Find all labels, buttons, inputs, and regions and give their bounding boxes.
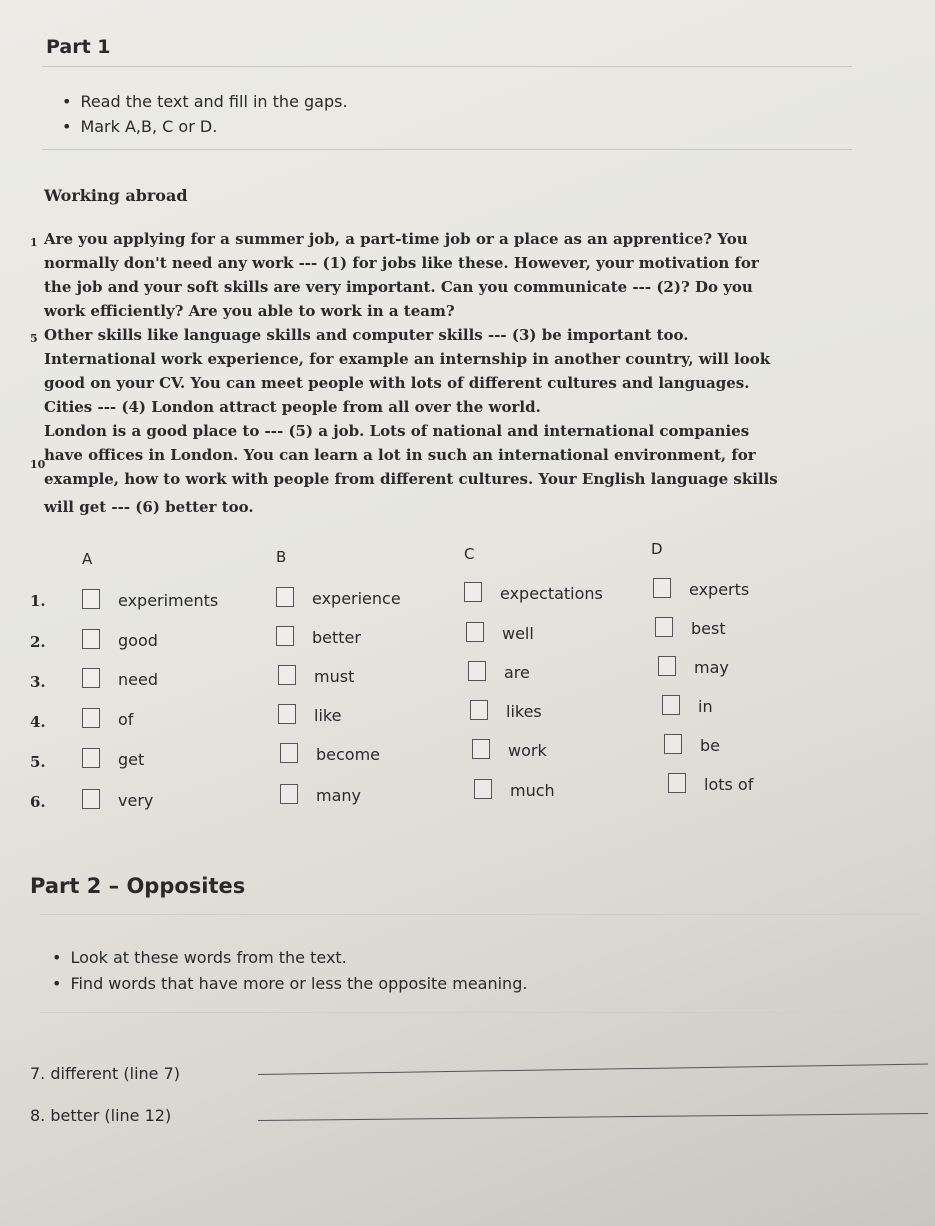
option-2b[interactable]: better bbox=[276, 626, 361, 647]
option-1b[interactable]: experience bbox=[276, 587, 401, 608]
instruction-item: • Find words that have more or less the opposite meaning. bbox=[52, 974, 527, 993]
checkbox[interactable] bbox=[82, 789, 100, 809]
checkbox[interactable] bbox=[470, 700, 488, 720]
passage-title: Working abroad bbox=[44, 186, 188, 205]
option-6a[interactable]: very bbox=[82, 789, 153, 810]
option-5c[interactable]: work bbox=[472, 739, 547, 760]
instruction-item: • Read the text and fill in the gaps. bbox=[62, 92, 348, 111]
checkbox[interactable] bbox=[82, 629, 100, 649]
question-number: 4. bbox=[30, 713, 46, 731]
passage-line: will get --- (6) better too. bbox=[44, 498, 254, 516]
question-number: 5. bbox=[30, 753, 46, 771]
question-8-label: 8. better (line 12) bbox=[30, 1106, 172, 1125]
option-6d[interactable]: lots of bbox=[668, 773, 753, 794]
passage-line: International work experience, for example an internship in another country, will look bbox=[44, 350, 771, 368]
passage-line: Cities --- (4) London attract people from all over the world. bbox=[44, 398, 541, 416]
question-number: 6. bbox=[30, 793, 46, 811]
checkbox[interactable] bbox=[82, 589, 100, 609]
checkbox[interactable] bbox=[474, 779, 492, 799]
option-3d[interactable]: may bbox=[658, 656, 729, 677]
checkbox[interactable] bbox=[278, 665, 296, 685]
column-header-a: A bbox=[82, 550, 93, 568]
divider bbox=[40, 1012, 920, 1013]
part2-title: Part 2 – Opposites bbox=[30, 874, 246, 898]
option-1c[interactable]: expectations bbox=[464, 582, 603, 603]
option-6c[interactable]: much bbox=[474, 779, 555, 800]
passage-line: work efficiently? Are you able to work in a team? bbox=[44, 302, 455, 320]
option-5b[interactable]: become bbox=[280, 743, 380, 764]
passage-line: the job and your soft skills are very important. Can you communicate --- (2)? Do you bbox=[44, 278, 753, 296]
option-6b[interactable]: many bbox=[280, 784, 361, 805]
checkbox[interactable] bbox=[466, 622, 484, 642]
question-number: 1. bbox=[30, 592, 46, 610]
option-1a[interactable]: experiments bbox=[82, 589, 218, 610]
answer-line-7[interactable] bbox=[258, 1063, 928, 1075]
option-4c[interactable]: likes bbox=[470, 700, 542, 721]
checkbox[interactable] bbox=[468, 661, 486, 681]
option-2d[interactable]: best bbox=[655, 617, 726, 638]
checkbox[interactable] bbox=[278, 704, 296, 724]
passage-line: normally don't need any work --- (1) for jobs like these. However, your motivation for bbox=[44, 254, 759, 272]
line-number: 5 bbox=[30, 332, 38, 345]
checkbox[interactable] bbox=[276, 626, 294, 646]
passage-line: London is a good place to --- (5) a job. Lots of national and international companies bbox=[44, 422, 750, 440]
option-1d[interactable]: experts bbox=[653, 578, 749, 599]
checkbox[interactable] bbox=[82, 668, 100, 688]
passage-line: good on your CV. You can meet people with lots of different cultures and languages. bbox=[44, 374, 750, 392]
question-7-label: 7. different (line 7) bbox=[30, 1064, 181, 1083]
checkbox[interactable] bbox=[280, 743, 298, 763]
checkbox[interactable] bbox=[653, 578, 671, 598]
checkbox[interactable] bbox=[82, 748, 100, 768]
column-header-d: D bbox=[651, 540, 663, 558]
instruction-item: • Look at these words from the text. bbox=[52, 948, 347, 967]
line-number: 1 bbox=[30, 236, 38, 249]
checkbox[interactable] bbox=[662, 695, 680, 715]
option-5a[interactable]: get bbox=[82, 748, 144, 769]
checkbox[interactable] bbox=[276, 587, 294, 607]
passage-line: Other skills like language skills and computer skills --- (3) be important too. bbox=[44, 326, 689, 344]
option-2a[interactable]: good bbox=[82, 629, 158, 650]
answer-line-8[interactable] bbox=[258, 1113, 928, 1121]
question-number: 3. bbox=[30, 673, 46, 691]
checkbox[interactable] bbox=[668, 773, 686, 793]
checkbox[interactable] bbox=[280, 784, 298, 804]
option-5d[interactable]: be bbox=[664, 734, 720, 755]
line-number: 10 bbox=[30, 458, 46, 471]
option-4b[interactable]: like bbox=[278, 704, 341, 725]
checkbox[interactable] bbox=[658, 656, 676, 676]
passage-line: Are you applying for a summer job, a part-time job or a place as an apprentice? You bbox=[44, 230, 748, 248]
checkbox[interactable] bbox=[655, 617, 673, 637]
checkbox[interactable] bbox=[82, 708, 100, 728]
option-3b[interactable]: must bbox=[278, 665, 354, 686]
column-header-c: C bbox=[464, 545, 475, 563]
question-number: 2. bbox=[30, 633, 46, 651]
option-3c[interactable]: are bbox=[468, 661, 530, 682]
part1-title: Part 1 bbox=[46, 36, 111, 58]
checkbox[interactable] bbox=[472, 739, 490, 759]
passage-line: example, how to work with people from different cultures. Your English language skills bbox=[44, 470, 778, 488]
option-4a[interactable]: of bbox=[82, 708, 133, 729]
column-header-b: B bbox=[276, 548, 287, 566]
divider bbox=[40, 914, 920, 915]
option-3a[interactable]: need bbox=[82, 668, 158, 689]
instruction-item: • Mark A,B, C or D. bbox=[62, 117, 217, 136]
checkbox[interactable] bbox=[464, 582, 482, 602]
passage-line: have offices in London. You can learn a lot in such an international environment, for bbox=[44, 446, 756, 464]
option-2c[interactable]: well bbox=[466, 622, 534, 643]
option-4d[interactable]: in bbox=[662, 695, 713, 716]
checkbox[interactable] bbox=[664, 734, 682, 754]
